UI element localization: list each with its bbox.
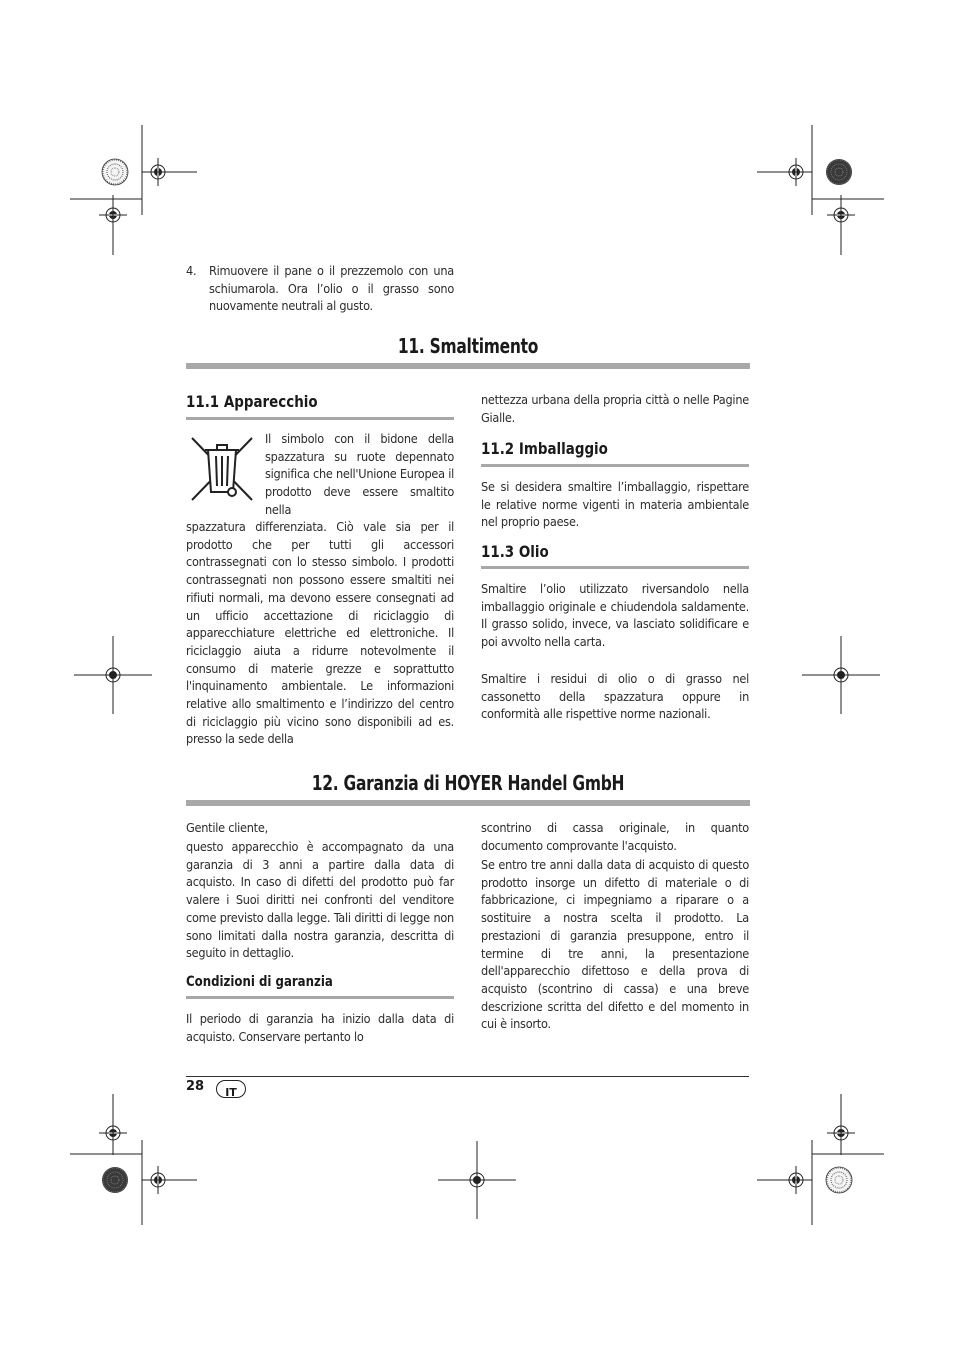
warranty-para-1: questo apparecchio è accompagnato da una garanzia di 3 anni a partire dalla data di acquisto. In caso di difetti del prodotto può far valere i Suoi diritti nei confronti del venditore come previsto dalla legge. Tali diritti di legge non sono limitati dalla nostra garanzia, descritta di seguito in dettaglio. [186,839,454,961]
warranty-para-2-continued: scontrino di cassa originale, in quanto documento comprovante l'acquisto. [481,820,749,853]
subsection-11-2-title: 11.2 Imballaggio [481,439,608,458]
step-text: Rimuovere il pane o il prezzemolo con una schiumarola. Ora l’olio o il grasso sono nuovamente neutrali al gusto. [209,263,454,314]
olio-text-2: Smaltire i residui di olio o di grasso nel cassonetto della spazzatura oppure in conformità alle rispettive norme nazionali. [481,671,749,722]
apparecchio-text: spazzatura differenziata. Ciò vale sia per il prodotto che per tutti gli accessori contrassegnati con lo stesso simbolo. I prodotti contrassegnati non possono essere smaltiti nei rifiuti normali, ma devono essere consegnati ad un ufficio accettazione di riciclaggio di apparecchiature elettriche ed elettroniche. Il riciclaggio aiuta a ridurre notevolmente il consumo di materie grezze e soprattutto l'inquinamento ambientale. Le informazioni relative allo smaltimento e l’indirizzo del centro di riciclaggio più vicino sono disponibili ad es. presso la sede della [186,519,454,747]
subsection-11-1-title: 11.1 Apparecchio [186,392,318,411]
section-11-title: 11. Smaltimento [397,334,539,358]
language-badge-label: IT [225,1086,237,1099]
conditions-rule [186,996,454,999]
subsection-11-3-title: 11.3 Olio [481,542,549,561]
page-number: 28 [186,1079,205,1094]
subsection-11-2-rule [481,464,749,467]
conditions-title: Condizioni di garanzia [186,974,333,990]
section-12-title: 12. Garanzia di HOYER Handel GmbH [311,771,625,795]
language-badge [216,1080,246,1098]
subsection-11-3-rule [481,566,749,569]
apparecchio-text-wrap: Il simbolo con il bidone della spazzatura su ruote depennato significa che nell'Unione Europea il prodotto deve essere smaltito nella [265,431,454,517]
warranty-para-2: Il periodo di garanzia ha inizio dalla data di acquisto. Conservare pertanto lo [186,1011,454,1044]
subsection-11-1-rule [186,417,454,420]
warranty-para-3: Se entro tre anni dalla data di acquisto di questo prodotto insorge un difetto di materiale o di fabbricazione, ci impegniamo a riparare o a sostituire a nostra scelta il prodotto. La prestazioni di garanzia presuppone, entro il termine di tre anni, la presentazione dell'apparecchio difettoso e della prova di acquisto (scontrino di cassa) e una breve descrizione scritta del difetto e del momento in cui è insorto. [481,857,749,1032]
step-number: 4. [186,263,197,278]
footer-rule [186,1076,749,1077]
apparecchio-text-continued: nettezza urbana della propria città o nelle Pagine Gialle. [481,392,749,425]
crossed-out-wheelie-bin-icon [188,434,256,504]
imballaggio-text: Se si desidera smaltire l’imballaggio, rispettare le relative norme vigenti in materia ambientale nel proprio paese. [481,479,749,530]
section-11-rule [186,363,750,369]
section-12-rule [186,800,750,806]
greeting: Gentile cliente, [186,820,268,835]
olio-text-1: Smaltire l’olio utilizzato riversandolo nella imballaggio originale e chiudendola saldamente. Il grasso solido, invece, va lasciato solidificare e poi avvolto nella carta. [481,581,749,650]
